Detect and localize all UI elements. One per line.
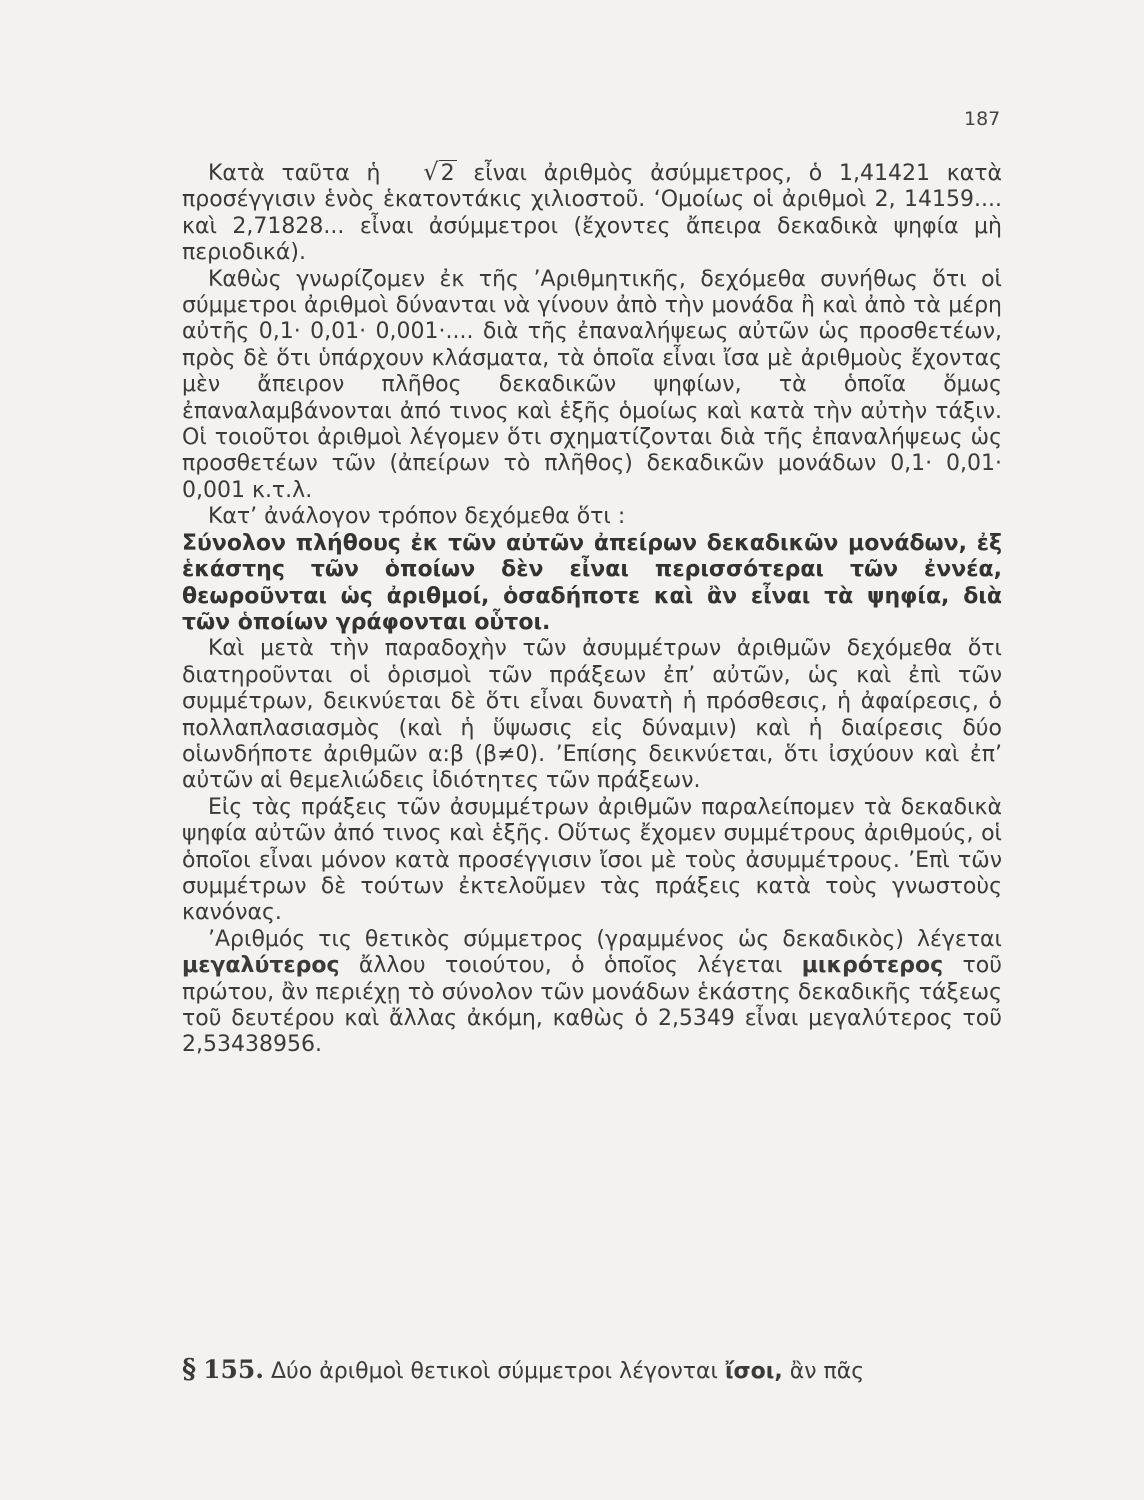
section-text-b: ἂν πᾶς [782,1359,865,1384]
p1-start: Κατὰ ταῦτα ἡ [208,161,398,186]
term-greater: μεγαλύτερος [182,953,340,979]
paragraph-5: Καὶ μετὰ τὴν παραδοχὴν τῶν ἀσυμμέτρων ἀριθμῶν δεχόμεθα ὅτι διατηροῦνται οἱ ὁρισμοὶ τῶν πράξεων ἐπ’ αὐτῶν, ὡς καὶ ἐπὶ τῶν συμμέτρων, δεικνύεται δὲ ὅτι εἶναι δυνατὴ ἡ πρόσθεσις, ἡ ἀφαίρεσις, ὁ πολλαπλασιασμὸς (καὶ ἡ ὕψωσις εἰς δύναμιν) καὶ ἡ διαίρεσις δύο οἱωνδήποτε ἀριθμῶν α:β (β≠0). ’Επίσης δεικνύεται, ὅτι ἰσχύουν καὶ ἐπ’ αὐτῶν αἱ θεμελιώδεις ἰδιότητες τῶν πράξεων. [182,636,1002,794]
paragraph-3: Κατ’ ἀνάλογον τρόπον δεχόμεθα ὅτι : [208,504,626,530]
paragraph-2: Καθὼς γνωρίζομεν ἐκ τῆς ’Αριθμητικῆς, δεχόμεθα συνήθως ὅτι οἱ σύμμετροι ἀριθμοὶ δύνανται νὰ γίνουν ἀπὸ τὴν μονάδα ἢ καὶ ἀπὸ τὰ μέρη αὐτῆς 0,1· 0,01· 0,001·.... διὰ τῆς ἐπαναλήψεως αὐτῶν ὡς προσθετέων, πρὸς δὲ ὅτι ὑπάρχουν κλάσματα, τὰ ὁποῖα εἶναι ἴσα μὲ ἀριθμοὺς ἔχοντας μὲν ἄπειρον πλῆθος δεκαδικῶν ψηφίων, τὰ ὁποῖα ὅμως ἐπαναλαμβάνονται ἀπό τινος καὶ ἑξῆς ὁμοίως καὶ κατὰ τὴν αὐτὴν τάξιν. Οἱ τοιοῦτοι ἀριθμοὶ λέγομεν ὅτι σχηματίζονται διὰ τῆς ἐπαναλήψεως ὡς προσθετέων τῶν (ἀπείρων τὸ πλῆθος) δεκαδικῶν μονάδων 0,1· 0,01· 0,001 κ.τ.λ. [182,266,1002,503]
definition-bold: Σύνολον πλήθους ἐκ τῶν αὐτῶν ἀπείρων δεκαδικῶν μονάδων, ἐξ ἑκάστης τῶν ὁποίων δὲν εἶναι περισσότεραι τῶν ἐννέα, θεωροῦνται ὡς ἀριθμοί, ὁσαδήποτε καὶ ἂν εἶναι τὰ ψηφία, διὰ τῶν ὁποίων γράφονται οὗτοι. [182,530,1002,635]
radicand: 2 [440,161,455,186]
paragraph-7 [182,927,1002,1059]
p7-part-c: τοῦ πρώτου, ἂν περιέχῃ τὸ σύνολον τῶν μονάδων ἑκάστης δεκαδικῆς τάξεως τοῦ δευτέρου καὶ ἄλλας ἀκόμη, καθὼς ὁ 2,5349 εἶναι μεγαλύτερος τοῦ 2,53438956. [182,953,1002,1058]
p7-part-b: ἄλλου τοιούτου, ὁ ὁποῖος λέγεται [339,953,802,979]
p1-rest: εἶναι ἀριθμὸς ἀσύμμετρος, ὁ 1,41421 κατὰ προσέγγισιν ἑνὸς ἑκατοντάκις χιλιοστοῦ. ‘Ομοίως οἱ ἀριθμοὶ 2, 14159.... καὶ 2,71828... εἶναι ἀσύμμετροι (ἔχοντες ἄπειρα δεκαδικὰ ψηφία μὴ περιοδικά). [182,161,1002,266]
section-number: 155. [203,1355,265,1384]
section-sign: § [182,1354,197,1385]
paragraph-6: Εἰς τὰς πράξεις τῶν ἀσυμμέτρων ἀριθμῶν παραλείπομεν τὰ δεκαδικὰ ψηφία αὐτῶν ἀπό τινος καὶ ἑξῆς. Οὕτως ἔχομεν συμμέτρους ἀριθμούς, οἱ ὁποῖοι εἶναι μόνον κατὰ προσέγγισιν ἴσοι μὲ τοὺς ἀσυμμέτρους. ’Επὶ τῶν συμμέτρων δὲ τούτων ἐκτελοῦμεν τὰς πράξεις κατὰ τοὺς γνωστοὺς κανόνας. [182,794,1002,926]
term-equal: ἴσοι, [724,1359,783,1384]
section-text-a: Δύο ἀριθμοὶ θετικοὶ σύμμετροι λέγονται [264,1359,725,1384]
p7-part-a: ’Αριθμός τις θετικὸς σύμμετρος (γραμμένος ὡς δεκαδικὸς) λέγεται [208,926,1002,952]
body-text [182,159,1002,1059]
square-root-2 [397,159,456,187]
term-smaller: μικρότερος [801,953,944,979]
paragraph-1 [182,159,1002,267]
section-155 [182,1355,1002,1387]
page-number: 187 [964,108,1001,130]
radical-sign: √ [423,158,439,186]
